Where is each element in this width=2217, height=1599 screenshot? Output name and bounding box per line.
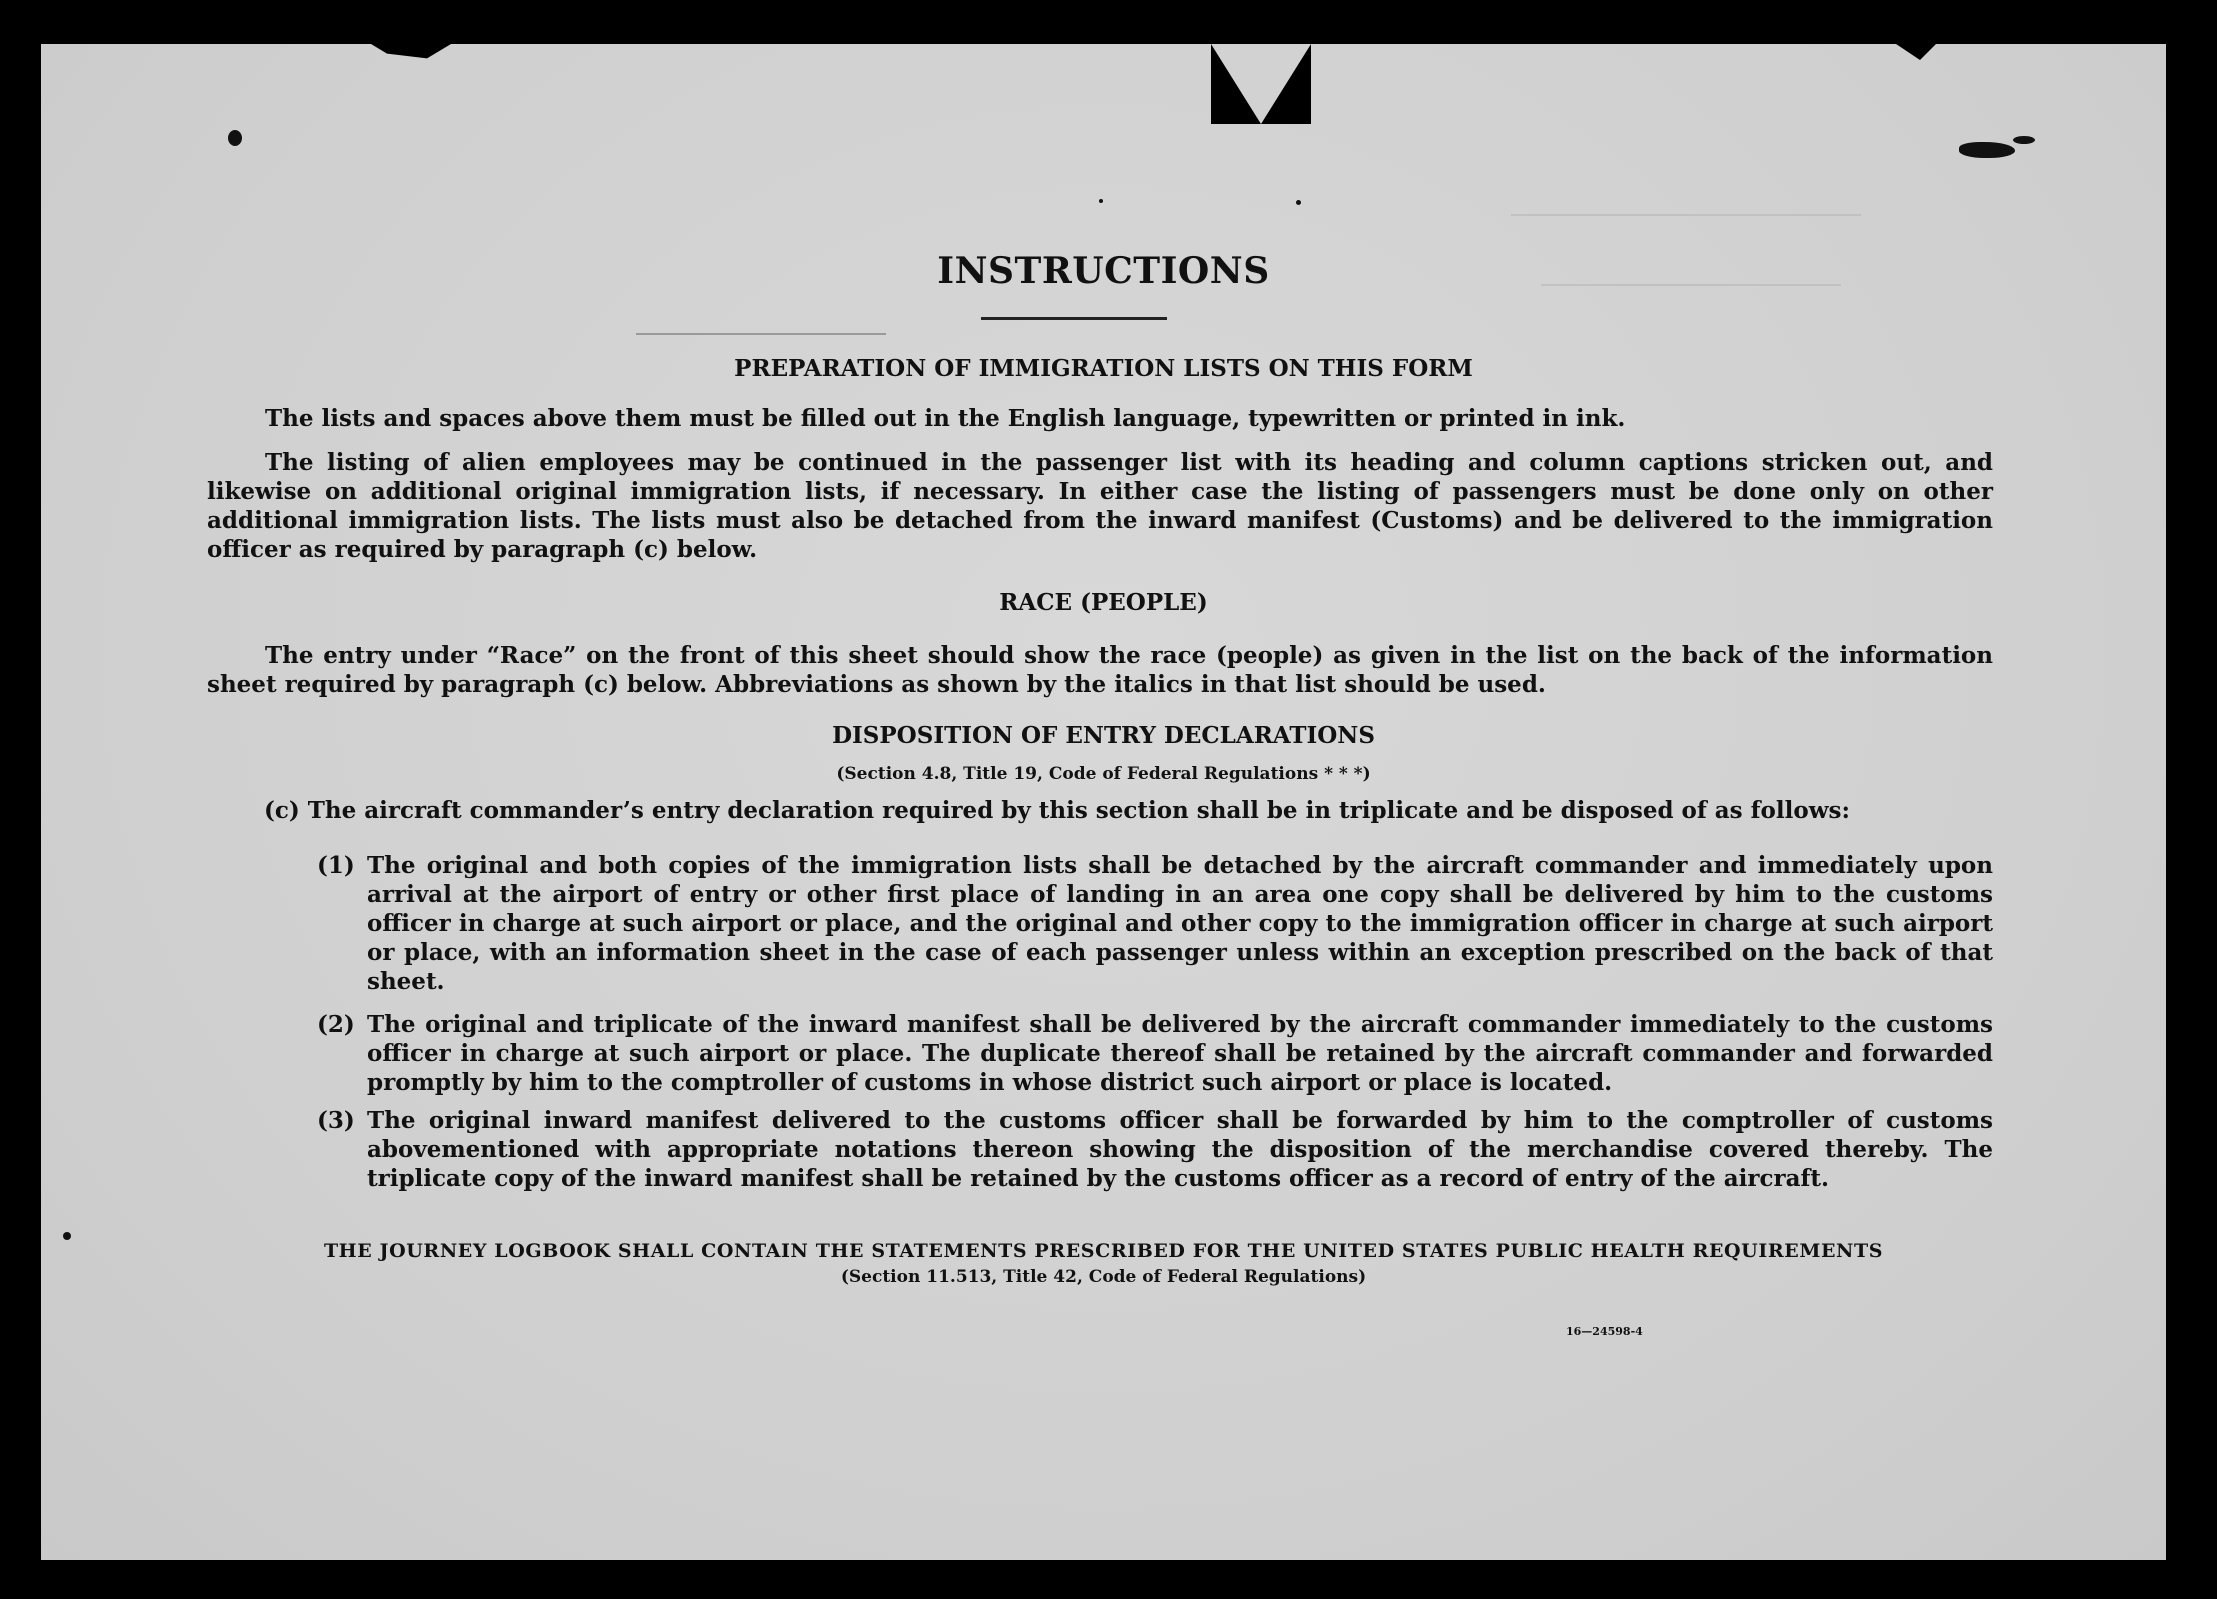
page-title: INSTRUCTIONS [937, 250, 1270, 292]
item-number: (c) [264, 797, 300, 824]
list-item [317, 1010, 1993, 1097]
item-number: (1) [317, 852, 355, 879]
item-number: (2) [317, 1011, 355, 1038]
list-item-text [317, 851, 1993, 996]
instructions-content [41, 44, 2166, 1560]
list-item-text [317, 1106, 1993, 1193]
paragraph-alien-employees: The listing of alien employees may be continued in the passenger list with its heading and column captions stricken out, and likewise on additional original immigration lists, if necessary. In either case the listing of passengers must be done only on other additional immigration lists. The lists must also be detached from the inward manifest (Customs) and be delivered to the immigration officer as required by paragraph (c) below. [207, 449, 1993, 563]
list-item [317, 851, 1993, 996]
list-item-body: The original and both copies of the immigration lists shall be detached by the aircraft commander and immediately upon arrival at the airport of entry or other first place of landing in an area one copy shall be delivered by him to the customs officer in charge at such airport or place, and the original and other copy to the immigration officer in charge at such airport or place, with an information sheet in the case of each passenger unless within an exception prescribed on the back of that sheet. [367, 852, 1993, 995]
section-heading-race: RACE (PEOPLE) [999, 589, 1208, 616]
paragraph-c [264, 796, 1993, 825]
list-item-body: The original inward manifest delivered to the customs officer shall be forwarded by him to the comptroller of customs abovementioned with appropriate notations thereon showing the disposition of the merchandise covered thereby. The triplicate copy of the inward manifest shall be retained by the customs officer as a record of entry of the aircraft. [367, 1107, 1993, 1192]
list-item [317, 1106, 1993, 1193]
paragraph-c-text: The aircraft commander’s entry declaration required by this section shall be in triplicate and be disposed of as follows: [307, 797, 1850, 824]
item-number: (3) [317, 1107, 355, 1134]
title-underline [981, 317, 1167, 320]
footer-heading: THE JOURNEY LOGBOOK SHALL CONTAIN THE STATEMENTS PRESCRIBED FOR THE UNITED STATES PUBLIC HEALTH REQUIREMENTS [323, 1240, 1884, 1262]
paragraph-language: The lists and spaces above them must be filled out in the English language, typewritten or printed in ink. [265, 405, 1626, 432]
form-number: 16—24598-4 [1566, 1325, 1643, 1338]
list-item-text [317, 1010, 1993, 1097]
list-item-body: The original and triplicate of the inward manifest shall be delivered by the aircraft commander immediately to the customs officer in charge at such airport or place. The duplicate thereof shall be retained by the aircraft commander and forwarded promptly by him to the comptroller of customs in whose district such airport or place is located. [367, 1011, 1993, 1096]
footer-citation: (Section 11.513, Title 42, Code of Federal Regulations) [840, 1267, 1367, 1287]
section-heading-disposition: DISPOSITION OF ENTRY DECLARATIONS [832, 722, 1375, 749]
paragraph-race: The entry under “Race” on the front of this sheet should show the race (people) as given in the list on the back of the information sheet required by paragraph (c) below. Abbreviations as shown by the italics in that list should be used. [207, 642, 1993, 698]
section-heading-preparation: PREPARATION OF IMMIGRATION LISTS ON THIS FORM [734, 355, 1473, 382]
document-page [41, 44, 2166, 1560]
disposition-citation: (Section 4.8, Title 19, Code of Federal Regulations * * *) [836, 764, 1371, 784]
